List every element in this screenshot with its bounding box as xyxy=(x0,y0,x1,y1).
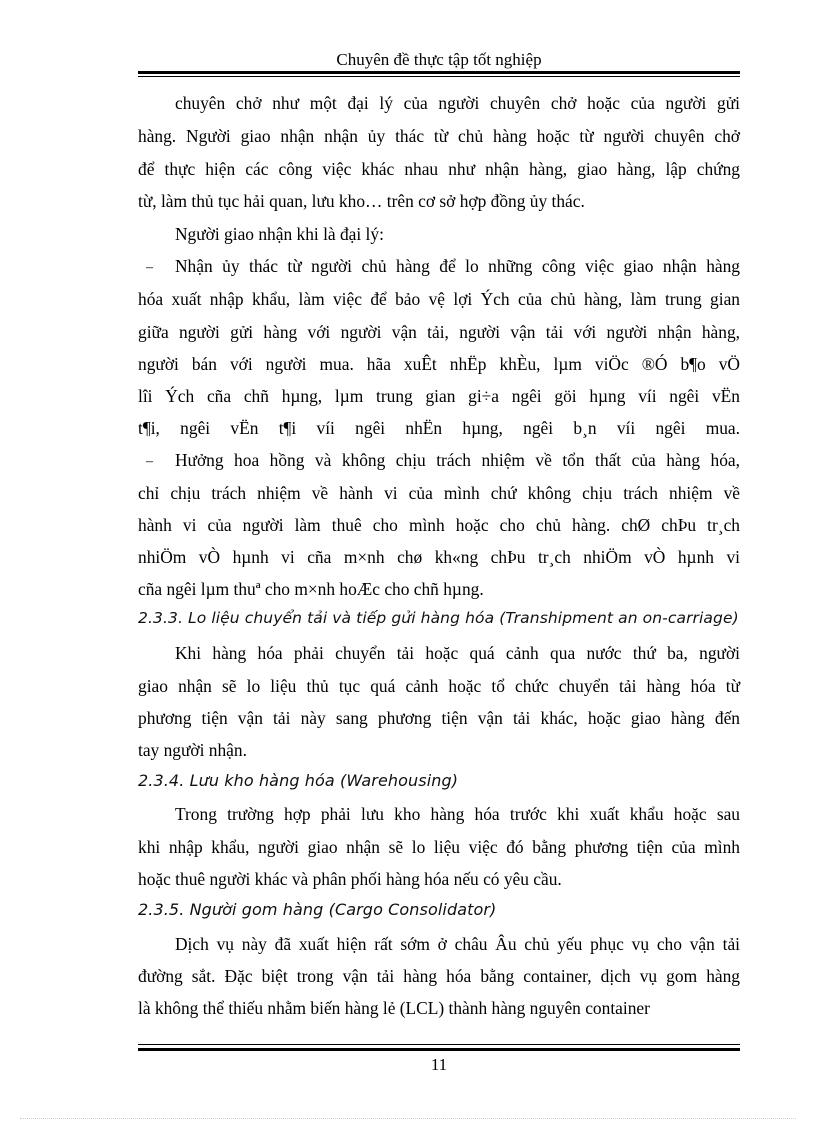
paragraph-line: để thực hiện các công việc khác nhau như nhận hàng, giao hàng, lập chứng xyxy=(138,159,740,179)
section-heading: 2.3.4. Lưu kho hàng hóa (Warehousing) xyxy=(138,771,459,790)
agent-intro: Người giao nhận khi là đại lý: xyxy=(175,224,384,244)
bullet-mark: – xyxy=(146,260,153,275)
bullet-line: hành vi của người làm thuê cho mình hoặc cho chủ hàng. chØ chÞu tr¸ch xyxy=(138,515,740,535)
bullet-line: hóa xuất nhập khẩu, làm việc để bảo vệ lợi Ých của chủ hàng, làm trung gian xyxy=(138,289,740,309)
header-rule-thick xyxy=(138,71,740,74)
bullet-line: chỉ chịu trách nhiệm về hành vi của mình chứ không chịu trách nhiệm về xyxy=(138,483,740,503)
section-line: khi nhập khẩu, người giao nhận sẽ lo liệu việc đó bằng phương tiện của mình xyxy=(138,837,740,857)
section-line: Khi hàng hóa phải chuyển tải hoặc quá cảnh qua nước thứ ba, người xyxy=(175,643,740,663)
section-line: tay người nhận. xyxy=(138,740,247,760)
section-line: Dịch vụ này đã xuất hiện rất sớm ở châu Âu chủ yếu phục vụ cho vận tải xyxy=(175,934,740,954)
bullet-line: nhiÖm vÒ hµnh vi cña m×nh chø kh«ng chÞu tr¸ch nhiÖm vÒ hµnh vi xyxy=(138,547,740,567)
footer-rule-thin xyxy=(138,1044,740,1045)
section-line: hoặc thuê người khác và phân phối hàng hóa nếu có yêu cầu. xyxy=(138,869,562,889)
section-line: Trong trường hợp phải lưu kho hàng hóa trước khi xuất khẩu hoặc sau xyxy=(175,804,740,824)
bullet-line: lîi Ých cña chñ hµng, lµm trung gian gi÷a ngêi göi hµng víi ngêi vËn xyxy=(138,386,740,406)
paragraph-line: chuyên chở như một đại lý của người chuyên chở hoặc của người gửi xyxy=(175,93,740,113)
footer-rule-thick xyxy=(138,1048,740,1051)
page-edge-dotted-line xyxy=(20,1118,796,1119)
section-line: phương tiện vận tải này sang phương tiện vận tải khác, hoặc giao hàng đến xyxy=(138,708,740,728)
bullet-mark: – xyxy=(146,454,153,469)
header-title: Chuyên đề thực tập tốt nghiệp xyxy=(336,50,542,69)
section-heading: 2.3.5. Người gom hàng (Cargo Consolidator) xyxy=(138,900,497,919)
page-number: 11 xyxy=(430,1055,448,1074)
bullet-line: t¶i, ngêi vËn t¶i víi ngêi nhËn hµng, ngêi b¸n víi ngêi mua. xyxy=(138,418,740,438)
section-line: là không thể thiếu nhằm biến hàng lẻ (LCL) thành hàng nguyên container xyxy=(138,998,650,1018)
header-rule-thin xyxy=(138,76,740,77)
bullet-line: Hưởng hoa hồng và không chịu trách nhiệm về tổn thất của hàng hóa, xyxy=(175,450,740,470)
bullet-line: cña ngêi lµm thuª cho m×nh hoÆc cho chñ hµng. xyxy=(138,579,484,599)
section-heading: 2.3.3. Lo liệu chuyển tải và tiếp gửi hàng hóa (Transhipment an on-carriage) xyxy=(138,609,739,627)
paragraph-line: hàng. Người giao nhận nhận ủy thác từ chủ hàng hoặc từ người chuyên chở xyxy=(138,126,740,146)
bullet-line: Nhận ủy thác từ người chủ hàng để lo những công việc giao nhận hàng xyxy=(175,256,740,276)
paragraph-line: từ, làm thủ tục hải quan, lưu kho… trên cơ sở hợp đồng ủy thác. xyxy=(138,191,585,211)
section-line: đường sắt. Đặc biệt trong vận tải hàng hóa bằng container, dịch vụ gom hàng xyxy=(138,966,740,986)
section-line: giao nhận sẽ lo liệu thủ tục quá cảnh hoặc tổ chức chuyển tải hàng hóa từ xyxy=(138,676,740,696)
bullet-line: giữa người gửi hàng với người vận tải, người vận tải với người nhận hàng, xyxy=(138,322,740,342)
bullet-line: người bán với người mua. hãa xuÊt nhËp khÈu, lµm viÖc ®Ó b¶o vÖ xyxy=(138,354,740,374)
